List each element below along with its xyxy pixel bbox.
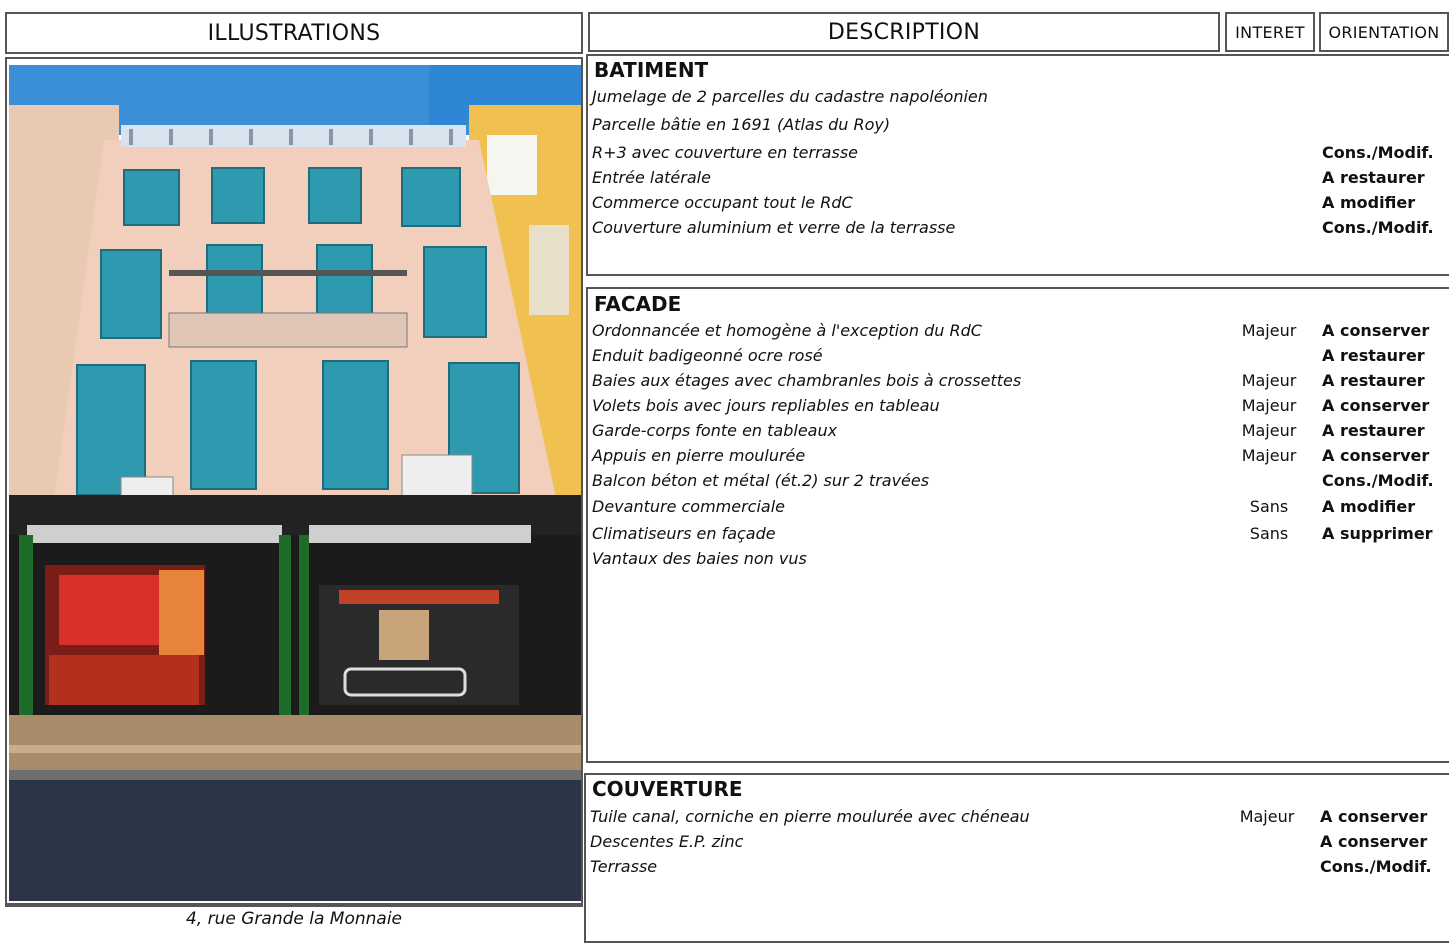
row-interet: Sans <box>1249 524 1289 543</box>
row-orientation: Cons./Modif. <box>1322 143 1434 162</box>
section-couverture <box>584 773 1449 943</box>
row-orientation: Cons./Modif. <box>1320 857 1432 876</box>
row-interet: Majeur <box>1241 321 1297 340</box>
table-row <box>588 421 1449 446</box>
table-row <box>588 143 1449 168</box>
section-title-facade: FACADE <box>594 292 682 316</box>
description-header-label: DESCRIPTION <box>827 19 981 45</box>
caption-divider <box>7 903 581 905</box>
row-description: Commerce occupant tout le RdC <box>592 193 853 212</box>
photo-caption: 4, rue Grande la Monnaie <box>185 909 403 929</box>
row-orientation: A restaurer <box>1322 346 1425 365</box>
row-orientation: A modifier <box>1322 497 1416 516</box>
table-row <box>588 87 1449 112</box>
row-description: Parcelle bâtie en 1691 (Atlas du Roy) <box>592 115 891 134</box>
row-orientation: A conserver <box>1320 807 1428 826</box>
row-orientation: A conserver <box>1322 396 1430 415</box>
orientation-header <box>1319 12 1449 52</box>
row-description: Jumelage de 2 parcelles du cadastre napoléonien <box>592 87 988 106</box>
row-description: Entrée latérale <box>592 168 711 187</box>
table-row <box>588 115 1449 140</box>
table-row <box>588 497 1449 522</box>
table-row <box>588 471 1449 496</box>
row-orientation: Cons./Modif. <box>1322 218 1434 237</box>
illustrations-header-label: ILLUSTRATIONS <box>207 20 381 46</box>
row-orientation: A conserver <box>1320 832 1428 851</box>
orientation-header-label: ORIENTATION <box>1328 22 1440 42</box>
table-row <box>588 168 1449 193</box>
illustration-panel <box>5 57 583 929</box>
row-description: Terrasse <box>590 857 658 876</box>
table-row <box>588 193 1449 218</box>
table-row <box>586 857 1449 882</box>
row-orientation: A restaurer <box>1322 168 1425 187</box>
row-orientation: A restaurer <box>1322 421 1425 440</box>
table-row <box>586 832 1449 857</box>
row-interet: Majeur <box>1241 446 1297 465</box>
interet-header-label: INTERET <box>1235 22 1305 42</box>
table-row <box>588 446 1449 471</box>
row-description: Climatiseurs en façade <box>592 524 776 543</box>
row-description: Devanture commerciale <box>592 497 786 516</box>
row-interet: Majeur <box>1241 396 1297 415</box>
row-orientation: A modifier <box>1322 193 1416 212</box>
row-description: Baies aux étages avec chambranles bois à crossettes <box>592 371 1022 390</box>
table-row <box>588 549 1449 574</box>
row-orientation: A supprimer <box>1322 524 1433 543</box>
row-description: Volets bois avec jours repliables en tableau <box>592 396 940 415</box>
row-orientation: Cons./Modif. <box>1322 471 1434 490</box>
table-row <box>588 321 1449 346</box>
row-description: R+3 avec couverture en terrasse <box>592 143 858 162</box>
illustrations-header <box>5 12 583 54</box>
section-title-batiment: BATIMENT <box>594 58 709 82</box>
row-description: Appuis en pierre moulurée <box>592 446 806 465</box>
table-row <box>586 807 1449 832</box>
row-orientation: A conserver <box>1322 321 1430 340</box>
row-interet: Majeur <box>1239 807 1295 826</box>
row-description: Garde-corps fonte en tableaux <box>592 421 838 440</box>
table-row <box>588 396 1449 421</box>
row-description: Descentes E.P. zinc <box>590 832 744 851</box>
row-orientation: A conserver <box>1322 446 1430 465</box>
row-interet: Sans <box>1249 497 1289 516</box>
row-description: Enduit badigeonné ocre rosé <box>592 346 823 365</box>
row-description: Balcon béton et métal (ét.2) sur 2 travées <box>592 471 930 490</box>
row-interet: Majeur <box>1241 421 1297 440</box>
row-description: Vantaux des baies non vus <box>592 549 807 568</box>
table-row <box>588 218 1449 243</box>
description-header <box>588 12 1220 52</box>
row-description: Tuile canal, corniche en pierre moulurée avec chéneau <box>590 807 1030 826</box>
row-description: Ordonnancée et homogène à l'exception du RdC <box>592 321 982 340</box>
section-facade <box>586 287 1449 763</box>
table-row <box>588 346 1449 371</box>
row-description: Couverture aluminium et verre de la terrasse <box>592 218 956 237</box>
interet-header <box>1225 12 1315 52</box>
row-orientation: A restaurer <box>1322 371 1425 390</box>
table-row <box>588 524 1449 549</box>
building-photo <box>9 65 581 901</box>
section-title-couverture: COUVERTURE <box>592 777 743 801</box>
row-interet: Majeur <box>1241 371 1297 390</box>
section-batiment <box>586 54 1449 276</box>
table-row <box>588 371 1449 396</box>
